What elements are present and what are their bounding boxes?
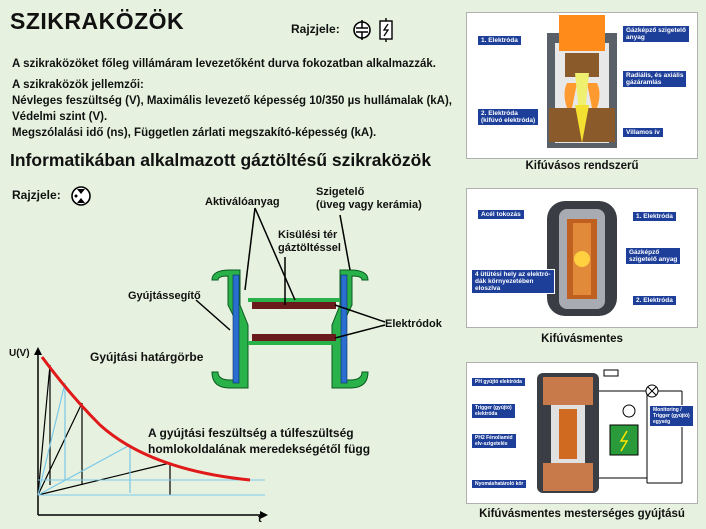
- symbol-label: Rajzjele:: [291, 22, 340, 36]
- label-elektrodok: Elektródok: [385, 318, 442, 330]
- label-ph-electrode: PH gyújtó elektróda: [471, 377, 526, 387]
- label-gas-flow: Radiális, és axiális gázáramlás: [622, 70, 687, 88]
- label-aktivalo: Aktiválóanyag: [205, 196, 280, 208]
- label-gyujtasegito: Gyújtássegítő: [128, 290, 201, 302]
- label-four-points: 4 ütütési hely az elektró- dák környezetében eloszlva: [471, 269, 555, 294]
- caption-blowout: Kifúvásos rendszerű: [525, 160, 639, 172]
- panel-no-blowout: [466, 188, 698, 328]
- graph-note-1: A gyújtási feszültség a túlfeszültség: [148, 426, 354, 440]
- section-title: Informatikában alkalmazott gáztöltésű szikraközök: [10, 150, 432, 170]
- page-title: SZIKRAKÖZÖK: [10, 8, 185, 34]
- symbol-label-2: Rajzjele:: [12, 188, 61, 202]
- label-monitoring: Monitoring / Trigger (gyújtó) egység: [649, 405, 694, 427]
- graph-ylabel: U(V): [9, 348, 30, 359]
- label-steel-housing: Acél tokozás: [477, 209, 525, 220]
- label-arc: Villamos ív: [622, 127, 664, 138]
- label-ph2: PH2 Fénoliamid elv-szigetelés: [471, 433, 517, 449]
- label-szigetelo-2: (üveg vagy kerámia): [316, 199, 422, 211]
- label-gas-insulator-2: Gázképző szigetelő anyag: [625, 247, 681, 265]
- label-electrode1: 1. Elektróda: [477, 35, 522, 46]
- props-line3: Megszólalási idő (ns), Független zárlati megszakító-képesség (kA).: [12, 127, 377, 139]
- label-electrode-1: 1. Elektróda: [632, 211, 677, 222]
- caption-no-blowout: Kifúvásmentes: [541, 333, 623, 345]
- label-gas-insulator: Gázképző szigetelő anyag: [622, 25, 690, 43]
- label-trigger-electrode: Trigger (gyújtó) elektróda: [471, 403, 516, 419]
- panel-triggered: [466, 362, 698, 504]
- label-electrode-2: 2. Elektróda: [632, 295, 677, 306]
- caption-triggered: Kifúvásmentes mesterséges gyújtású: [479, 508, 685, 520]
- props-title: A szikraközök jellemzői:: [12, 79, 144, 91]
- panel-blowout: [466, 12, 698, 159]
- label-pressure-limiter: Nyomáshatároló kör: [471, 479, 527, 489]
- label-kisulesi-2: gáztöltéssel: [278, 242, 341, 254]
- props-line1: Névleges feszültség (V), Maximális levezető képesség 10/350 µs hullámalak (kA),: [12, 95, 452, 107]
- curve-label: Gyújtási határgörbe: [90, 350, 204, 364]
- graph-note-2: homlokoldalának meredekségétől függ: [148, 442, 371, 456]
- label-szigetelo: Szigetelő: [316, 186, 365, 198]
- graph-xlabel: t: [258, 513, 262, 525]
- label-kisulesi: Kisülési tér: [278, 229, 338, 241]
- label-electrode2: 2. Elektróda (kifúvó elektróda): [477, 108, 539, 126]
- props-line2: Védelmi szint (V).: [12, 111, 108, 123]
- intro-text: A szikraközöket főleg villámáram levezetőként durva fokozatban alkalmazzák.: [12, 58, 436, 70]
